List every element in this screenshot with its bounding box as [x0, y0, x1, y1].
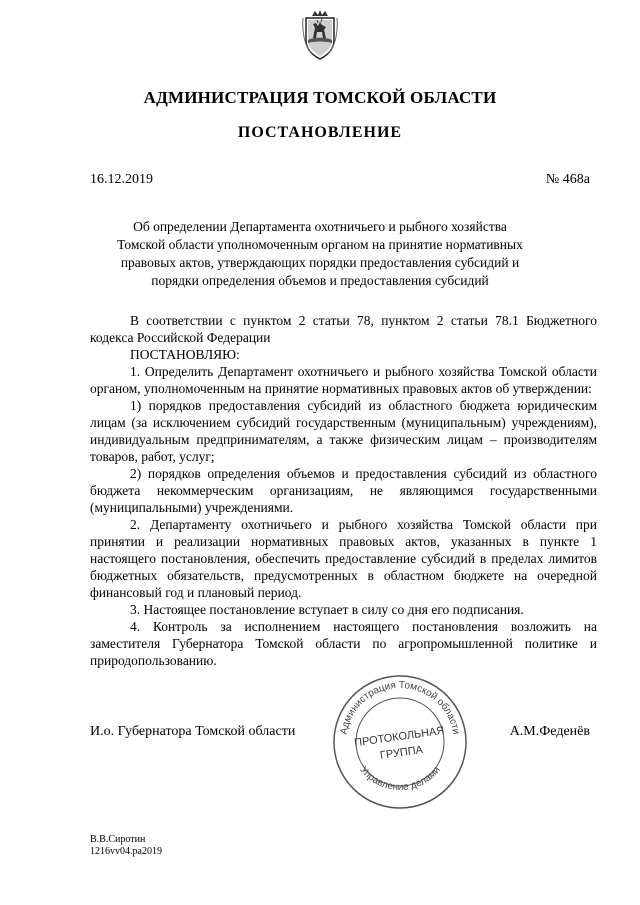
stamp-center-line-2: ГРУППА	[379, 743, 424, 762]
paragraph-4: 4. Контроль за исполнением настоящего постановления возложить на заместителя Губернатора Томской области по агропромышленной политике и природопользованию.	[90, 619, 597, 668]
document-body	[90, 312, 597, 669]
svg-text:Управление делами	[357, 765, 442, 793]
document-date: 16.12.2019	[90, 172, 153, 187]
preamble-paragraph: В соответствии с пунктом 2 статьи 78, пунктом 2 статьи 78.1 Бюджетного кодекса Российской Федерации	[90, 313, 597, 345]
organization-title: АДМИНИСТРАЦИЯ ТОМСКОЙ ОБЛАСТИ	[143, 88, 497, 107]
file-code: 1216vv04.ра2019	[90, 846, 162, 857]
executor-footer	[90, 834, 162, 858]
executor-name: В.В.Сиротин	[90, 834, 146, 845]
document-subject: Об определении Департамента охотничьего и рыбного хозяйства Томской области уполномоченным органом на принятие нормативных правовых актов, утверждающих порядки предоставления субсидий и порядки определения объемов и предоставления субсидий	[117, 219, 523, 288]
paragraph-1-item-1: 1) порядков предоставления субсидий из областного бюджета юридическим лицам (за исключением субсидий государственным (муниципальным) учреждениям), индивидуальным предпринимателям, а также физическим лицам – производителям товаров, работ, услуг;	[90, 398, 597, 464]
decree-word: ПОСТАНОВЛЯЮ:	[130, 347, 240, 362]
paragraph-1: 1. Определить Департамент охотничьего и рыбного хозяйства Томской области органом, уполномоченным на принятие нормативных правовых актов об утверждении:	[90, 364, 597, 396]
paragraph-1-item-2: 2) порядков определения объемов и предоставления субсидий из областного бюджета некоммерческим организациям, не являющимся государственными (муниципальными) учреждениями.	[90, 466, 597, 515]
stamp-ring-bottom-text: Управление делами	[357, 764, 443, 794]
stamp-ring-top-text: Администрация Томской области	[338, 679, 462, 736]
document-number: № 468а	[545, 172, 590, 187]
tomsk-coat-of-arms-icon	[302, 10, 338, 60]
signatory-name: А.М.Феденёв	[509, 724, 590, 739]
paragraph-3: 3. Настоящее постановление вступает в силу со дня его подписания.	[130, 602, 524, 617]
stamp-center-line-1: ПРОТОКОЛЬНАЯ	[353, 724, 446, 750]
protocol-stamp	[330, 672, 470, 812]
document-type: ПОСТАНОВЛЕНИЕ	[237, 124, 403, 141]
paragraph-2: 2. Департаменту охотничьего и рыбного хозяйства Томской области при принятии и реализации нормативных правовых актов, указанных в пункте 1 настоящего постановления, обеспечить предоставление субсидий в пределах лимитов бюджетных обязательств, предусмотренных в областном бюджете на очередной финансовый год и плановый период.	[90, 517, 597, 600]
signatory-position: И.о. Губернатора Томской области	[90, 724, 296, 739]
